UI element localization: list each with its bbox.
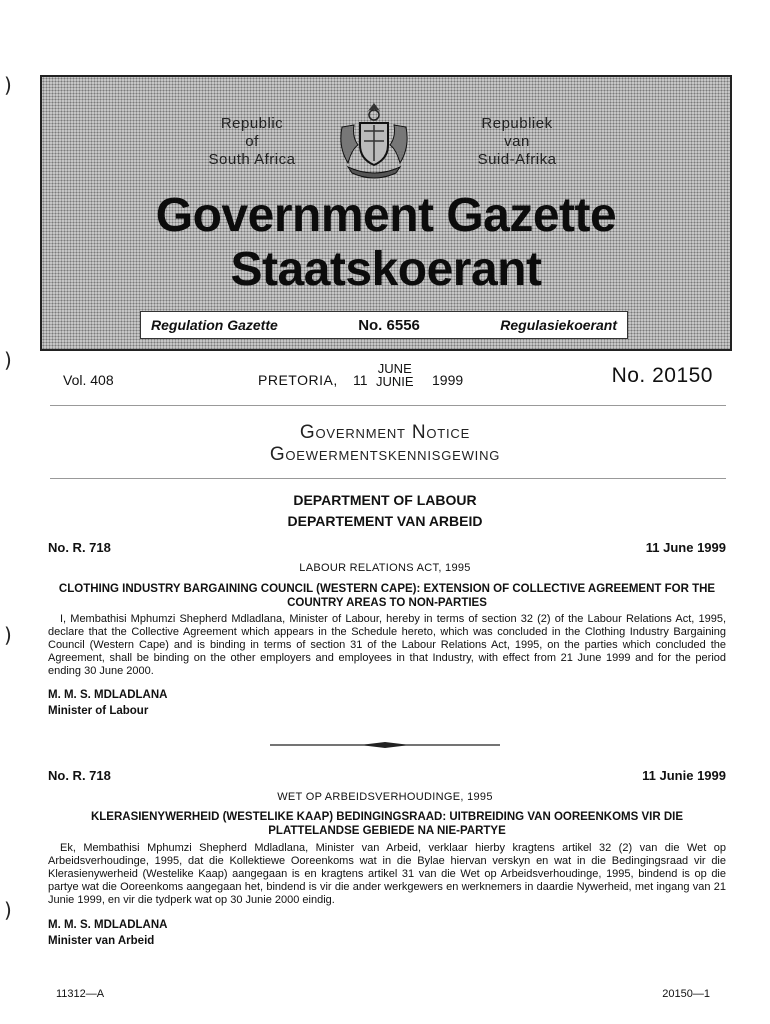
- punch-hole-mark: ): [4, 898, 12, 922]
- issue-place: PRETORIA,: [258, 372, 338, 388]
- notice-date: 11 Junie 1999: [642, 768, 726, 783]
- gazette-title-english: Government Gazette: [155, 189, 617, 242]
- notice-heading-afrikaans: KLERASIENYWERHEID (WESTELIKE KAAP) BEDINGINGSRAAD: UITBREIDING VAN OOREENKOMS VIR DIE PLATTELANDSE GEBIEDE NA NIE-PARTYE: [90, 811, 684, 837]
- signatory-name: M. M. S. MDLADLANA: [48, 919, 168, 931]
- notice-body-afrikaans: Ek, Membathisi Mphumzi Shepherd Mdladlana, Minister van Arbeid, verklaar hierby kragtens artikel 32 (2) van die Wet op Arbeidsverhoudinge, 1995, dat die Kollektiewe Ooreenkoms wat in die Bylae hiervan verskyn en wat in die Bedingingsraad vir die Klerasienywerheid (Westelike Kaap) aangegaan is en kragtens artikel 31 van die Wet op Arbeidsverhoudinge, 1995, bindend is op die partye wat die Ooreenkoms aangegaan het, bindend is vir die ander werkgewers en werknemers in daardie Nywerheid, met ingang van 21 Junie 1999, en vir die tydperk wat op 30 Junie 2000 eindig.: [48, 842, 726, 906]
- act-name-afrikaans: WET OP ARBEIDSVERHOUDINGE, 1995: [277, 791, 493, 803]
- gazette-title-afrikaans: Staatskoerant: [230, 243, 542, 296]
- notice-body-english: I, Membathisi Mphumzi Shepherd Mdladlana, Minister of Labour, hereby in terms of section 32 (2) of the Labour Relations Act, 1995, declare that the Collective Agreement which appears in the Schedule hereto, which was concluded in the Clothing Industry Bargaining Council (Western Cape) and is binding in terms of section 31 of the Labour Relations Act, 1995, on the parties which concluded the Agreement, shall be binding on the other employers and employees in that Industry, with effect from 21 June 1999 and for the period ending 30 June 2000.: [48, 613, 726, 677]
- issue-month: [376, 362, 414, 388]
- department-english: DEPARTMENT OF LABOUR: [293, 492, 477, 508]
- signatory-name: M. M. S. MDLADLANA: [48, 689, 168, 701]
- regulation-gazette-label: Regulation Gazette: [151, 317, 278, 333]
- notice-ref-row-english: [48, 540, 726, 555]
- signatory-title: Minister van Arbeid: [48, 935, 155, 947]
- month-english: JUNE: [377, 361, 412, 376]
- act-name-english: LABOUR RELATIONS ACT, 1995: [299, 562, 471, 574]
- divider-line: [50, 478, 726, 479]
- divider-line: [50, 405, 726, 406]
- issue-info-row: [63, 362, 713, 398]
- footer-code-left: 11312—A: [56, 988, 105, 1000]
- issue-day: 11: [353, 372, 368, 388]
- punch-hole-mark: ): [4, 623, 12, 647]
- regulation-number: No. 6556: [358, 316, 420, 334]
- footer-code-right: 20150—1: [662, 988, 710, 1000]
- notice-title-english: Government Notice: [299, 422, 471, 443]
- regulasiekoerant-label: Regulasiekoerant: [500, 317, 617, 333]
- republic-line: South Africa: [208, 151, 296, 168]
- gazette-number: No. 20150: [611, 364, 713, 387]
- republic-line: van: [504, 133, 530, 150]
- regulation-bar: [140, 311, 628, 339]
- issue-year: 1999: [432, 372, 464, 388]
- punch-hole-mark: ): [4, 348, 12, 372]
- coat-of-arms-icon: [334, 97, 414, 181]
- month-afrikaans: JUNIE: [376, 374, 414, 389]
- volume-number: Vol. 408: [63, 372, 114, 388]
- section-divider-ornament: [270, 742, 500, 748]
- notice-heading-english: CLOTHING INDUSTRY BARGAINING COUNCIL (WESTERN CAPE): EXTENSION OF COLLECTIVE AGREEMENT FOR THE COUNTRY AREAS TO NON-PARTIES: [58, 583, 716, 609]
- notice-ref-row-afrikaans: [48, 768, 726, 783]
- gazette-masthead: [40, 75, 732, 351]
- signatory-title: Minister of Labour: [48, 705, 149, 717]
- republic-english: [172, 115, 332, 169]
- department-afrikaans: DEPARTEMENT VAN ARBEID: [287, 513, 483, 529]
- punch-hole-mark: ): [4, 73, 12, 97]
- republic-line: Suid-Afrika: [477, 151, 557, 168]
- notice-title-afrikaans: Goewermentskennisgewing: [269, 444, 501, 465]
- republic-line: of: [245, 133, 259, 150]
- notice-reference: No. R. 718: [48, 768, 111, 783]
- republic-afrikaans: [437, 115, 597, 169]
- notice-reference: No. R. 718: [48, 540, 111, 555]
- republic-line: Republic: [220, 115, 284, 132]
- republic-line: Republiek: [481, 115, 553, 132]
- notice-date: 11 June 1999: [645, 540, 726, 555]
